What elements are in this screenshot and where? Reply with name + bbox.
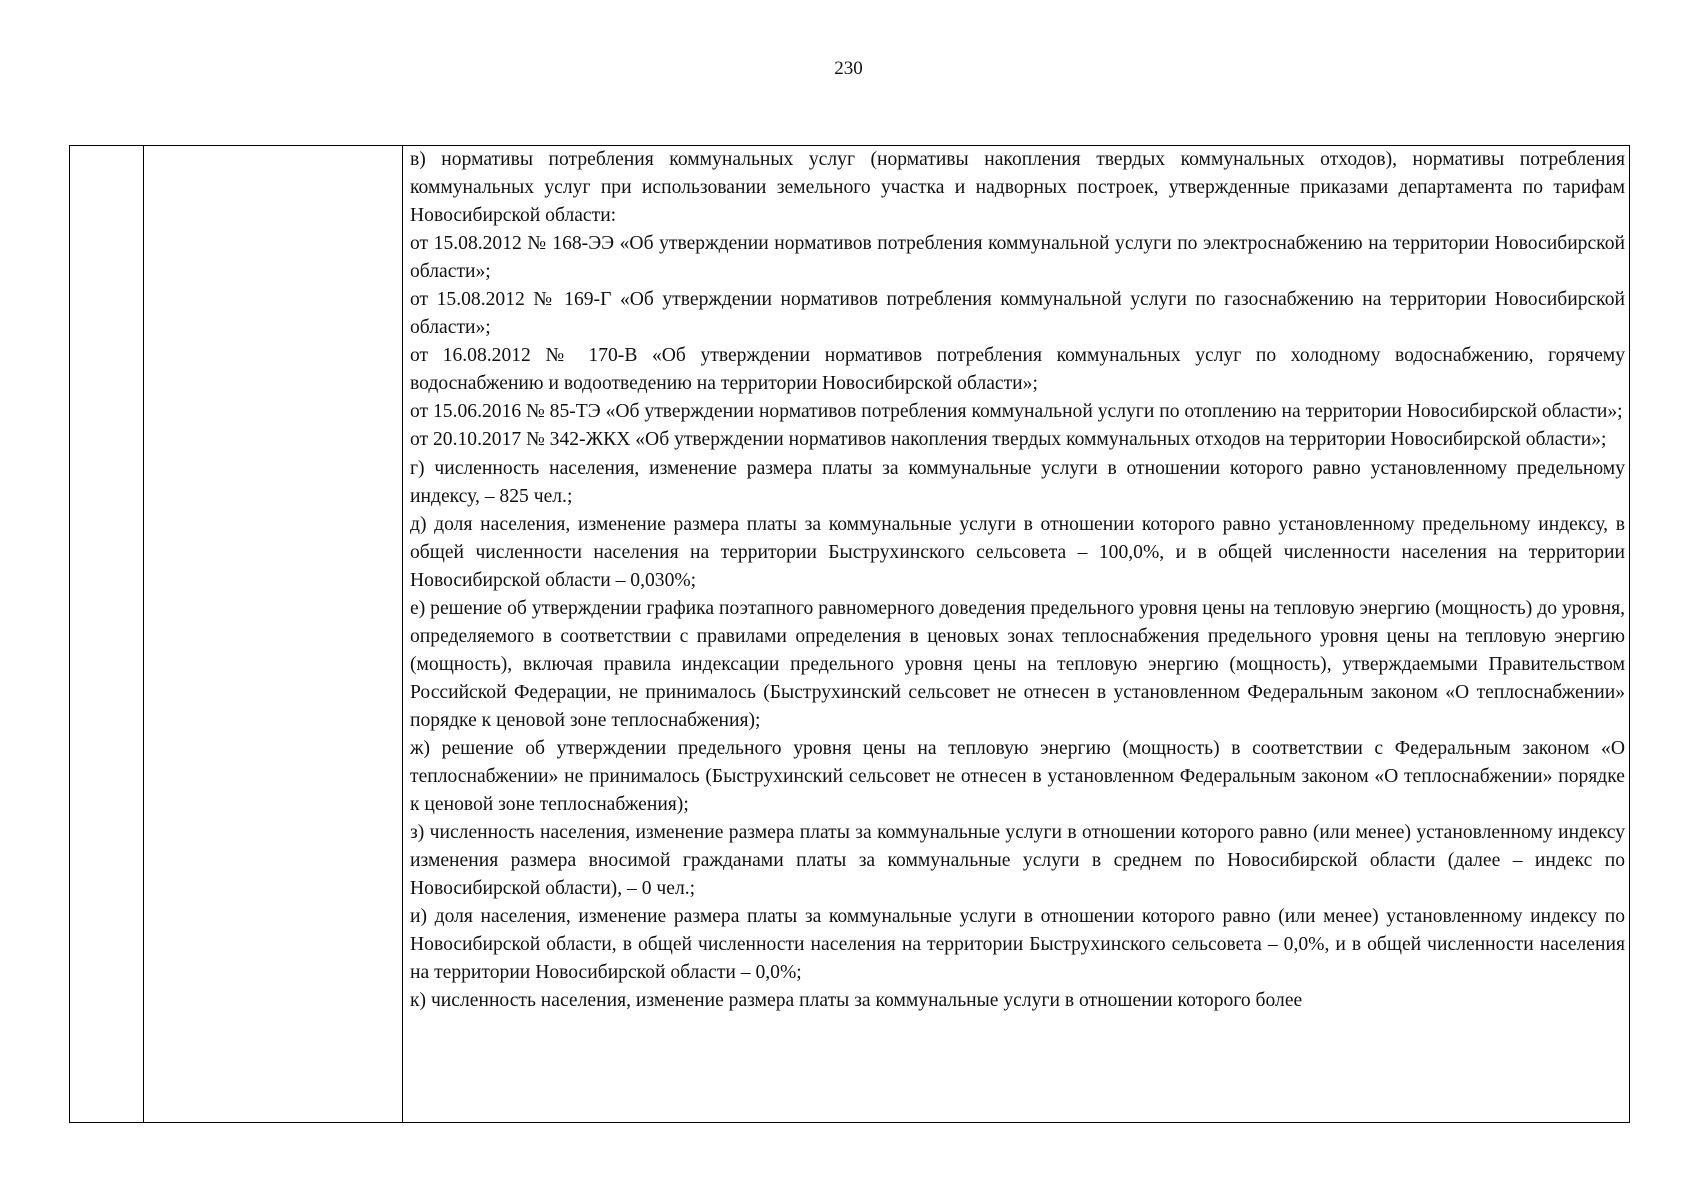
paragraph-z: з) численность населения, изменение размера платы за коммунальные услуги в отношении которого равно (или менее) установленному индексу изменения размера вносимой гражданами платы за коммунальные услуги в среднем по Новосибирской области (далее – индекс по Новосибирской области), – 0 чел.; xyxy=(410,822,1625,900)
paragraph-g: г) численность населения, изменение размера платы за коммунальные услуги в отношении которого равно установленному предельному индексу, – 825 чел.; xyxy=(410,457,1625,507)
paragraph-order-169: от 15.08.2012 № 169-Г «Об утверждении нормативов потребления коммунальной услуги по газоснабжению на территории Новосибирской области»; xyxy=(410,289,1625,339)
document-table xyxy=(69,145,1630,1123)
paragraph-d: д) доля населения, изменение размера платы за коммунальные услуги в отношении которого равно установленному предельному индексу, в общей численности населения на территории Быструхинского сельсовета – 100,0%, и в общей численности населения на территории Новосибирской области – 0,030%; xyxy=(410,513,1625,591)
paragraph-k: к) численность населения, изменение размера платы за коммунальные услуги в отношении которого более xyxy=(410,990,1303,1012)
table-column-content xyxy=(403,146,1629,1122)
paragraph-order-85: от 15.06.2016 № 85-ТЭ «Об утверждении нормативов потребления коммунальной услуги по отоплению на территории Новосибирской области»; xyxy=(410,401,1623,423)
table-column-number xyxy=(70,146,144,1122)
page-number: 230 xyxy=(834,58,863,79)
paragraph-order-170: от 16.08.2012 № 170-В «Об утверждении нормативов потребления коммунальных услуг по холодному водоснабжению, горячему водоснабжению и водоотведению на территории Новосибирской области»; xyxy=(410,345,1625,395)
paragraph-zh: ж) решение об утверждении предельного уровня цены на тепловую энергию (мощность) в соответствии с Федеральным законом «О теплоснабжении» не принималось (Быструхинский сельсовет не отнесен в установленном Федеральным законом «О теплоснабжении» порядке к ценовой зоне теплоснабжения); xyxy=(410,737,1625,816)
paragraph-e: е) решение об утверждении графика поэтапного равномерного доведения предельного уровня цены на тепловую энергию (мощность) до уровня, определяемого в соответствии с правилами определения в ценовых зонах теплоснабжения предельного уровня цены на тепловую энергию (мощность), включая правила индексации предельного уровня цены на тепловую энергию (мощность), утверждаемыми Правительством Российской Федерации, не принималось (Быструхинский сельсовет не отнесен в установленном Федеральным законом «О теплоснабжении» порядке к ценовой зоне теплоснабжения); xyxy=(410,597,1625,731)
paragraph-i: и) доля населения, изменение размера платы за коммунальные услуги в отношении которого равно (или менее) установленному индексу по Новосибирской области, в общей численности населения на территории Быструхинского сельсовета – 0,0%, и в общей численности населения на территории Новосибирской области – 0,0%; xyxy=(410,906,1625,984)
table-column-title xyxy=(144,146,403,1122)
paragraph-order-342: от 20.10.2017 № 342-ЖКХ «Об утверждении нормативов накопления твердых коммунальных отходов на территории Новосибирской области»; xyxy=(410,429,1607,451)
paragraph-v: в) нормативы потребления коммунальных услуг (нормативы накопления твердых коммунальных отходов), нормативы потребления коммунальных услуг при использовании земельного участка и надворных построек, утвержденные приказами департамента по тарифам Новосибирской области: xyxy=(410,149,1625,227)
paragraph-order-168: от 15.08.2012 № 168-ЭЭ «Об утверждении нормативов потребления коммунальной услуги по электроснабжению на территории Новосибирской области»; xyxy=(410,233,1625,283)
